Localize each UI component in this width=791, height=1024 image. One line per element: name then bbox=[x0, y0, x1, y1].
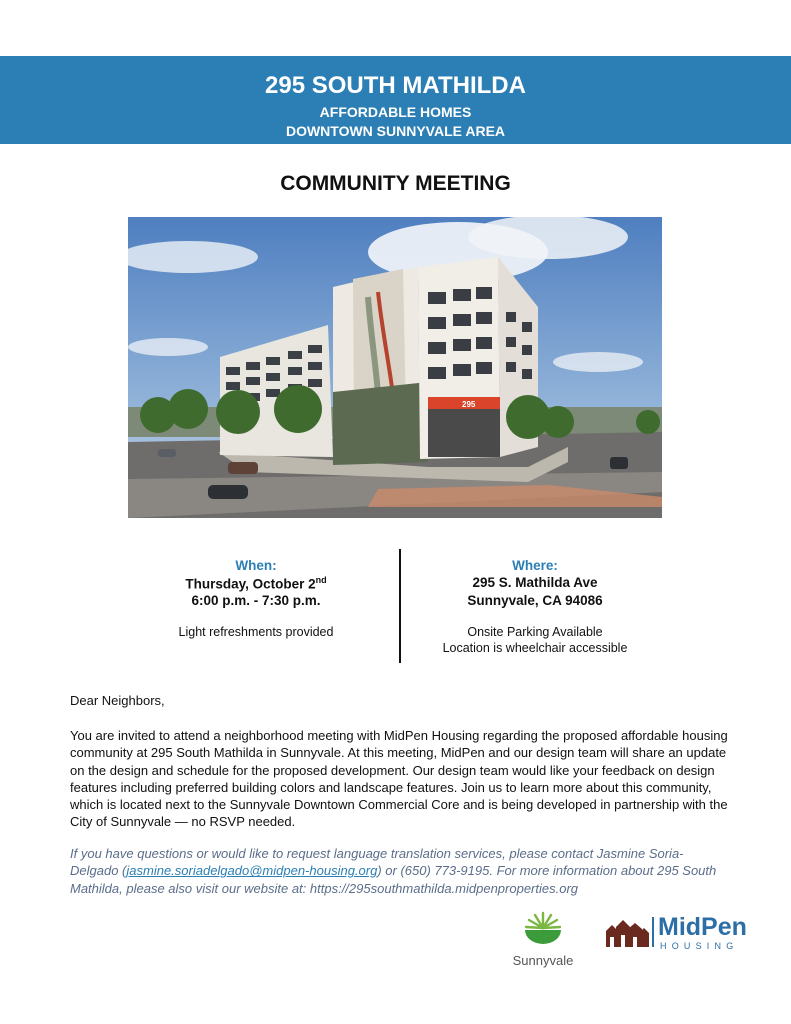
contact-email-link[interactable]: jasmine.soriadelgado@midpen-housing.org bbox=[126, 863, 378, 879]
event-date-text: Thursday, October 2 bbox=[185, 576, 316, 592]
sunnyvale-logo-text: Sunnyvale bbox=[512, 953, 574, 968]
accessibility-note: Location is wheelchair accessible bbox=[442, 641, 628, 655]
address-line-1: 295 S. Mathilda Ave bbox=[472, 575, 598, 590]
event-date-suffix: nd bbox=[315, 575, 327, 585]
midpen-logo-divider bbox=[652, 917, 654, 947]
where-section bbox=[405, 558, 665, 657]
building-rendering-image bbox=[128, 217, 662, 518]
page-title: COMMUNITY MEETING bbox=[280, 172, 511, 195]
letter-paragraph: You are invited to attend a neighborhood meeting with MidPen Housing regarding the proposed affordable housing community at 295 South Mathilda in Sunnyvale. At this meeting, MidPen and our design team will share an update on the design and schedule for the proposed development. Our design team would like your feedback on design features including preferred building colors and landscape features. Join us to learn more about this community, which is located next to the Sunnyvale Downtown Commercial Core and is being developed in partnership with the City of Sunnyvale — no RSVP needed. bbox=[70, 728, 728, 830]
contact-info bbox=[70, 845, 730, 897]
letter-greeting: Dear Neighbors, bbox=[70, 693, 165, 708]
column-divider bbox=[399, 549, 401, 663]
building-sign-text: 295 bbox=[462, 400, 476, 409]
midpen-houses-icon bbox=[606, 917, 650, 951]
header-banner bbox=[0, 56, 791, 144]
midpen-logo-name: MidPen bbox=[658, 913, 747, 941]
where-label: Where: bbox=[512, 558, 558, 573]
when-label: When: bbox=[235, 558, 277, 573]
parking-note: Onsite Parking Available bbox=[467, 625, 603, 639]
event-time: 6:00 p.m. - 7:30 p.m. bbox=[191, 593, 321, 608]
midpen-logo-subtitle: HOUSING bbox=[660, 941, 739, 951]
project-title: 295 SOUTH MATHILDA bbox=[265, 72, 526, 99]
when-section bbox=[126, 558, 386, 641]
sunnyvale-sun-icon bbox=[521, 910, 565, 946]
refreshments-note: Light refreshments provided bbox=[178, 625, 334, 639]
midpen-housing-logo bbox=[606, 913, 771, 953]
project-area: DOWNTOWN SUNNYVALE AREA bbox=[285, 123, 506, 139]
contact-text-start: If you have questions or would like to request language translation services, please contact Jasmine Soria-Delgado ( bbox=[70, 846, 684, 879]
project-subtitle: AFFORDABLE HOMES bbox=[319, 104, 472, 120]
address-line-2: Sunnyvale, CA 94086 bbox=[467, 593, 603, 608]
event-date bbox=[126, 575, 386, 593]
sunnyvale-logo bbox=[508, 910, 578, 970]
contact-text-end: ) or (650) 773-9195. For more information about 295 South Mathilda, please also visit our website at: https://295southmathilda.midpenproperties.org bbox=[70, 863, 717, 896]
